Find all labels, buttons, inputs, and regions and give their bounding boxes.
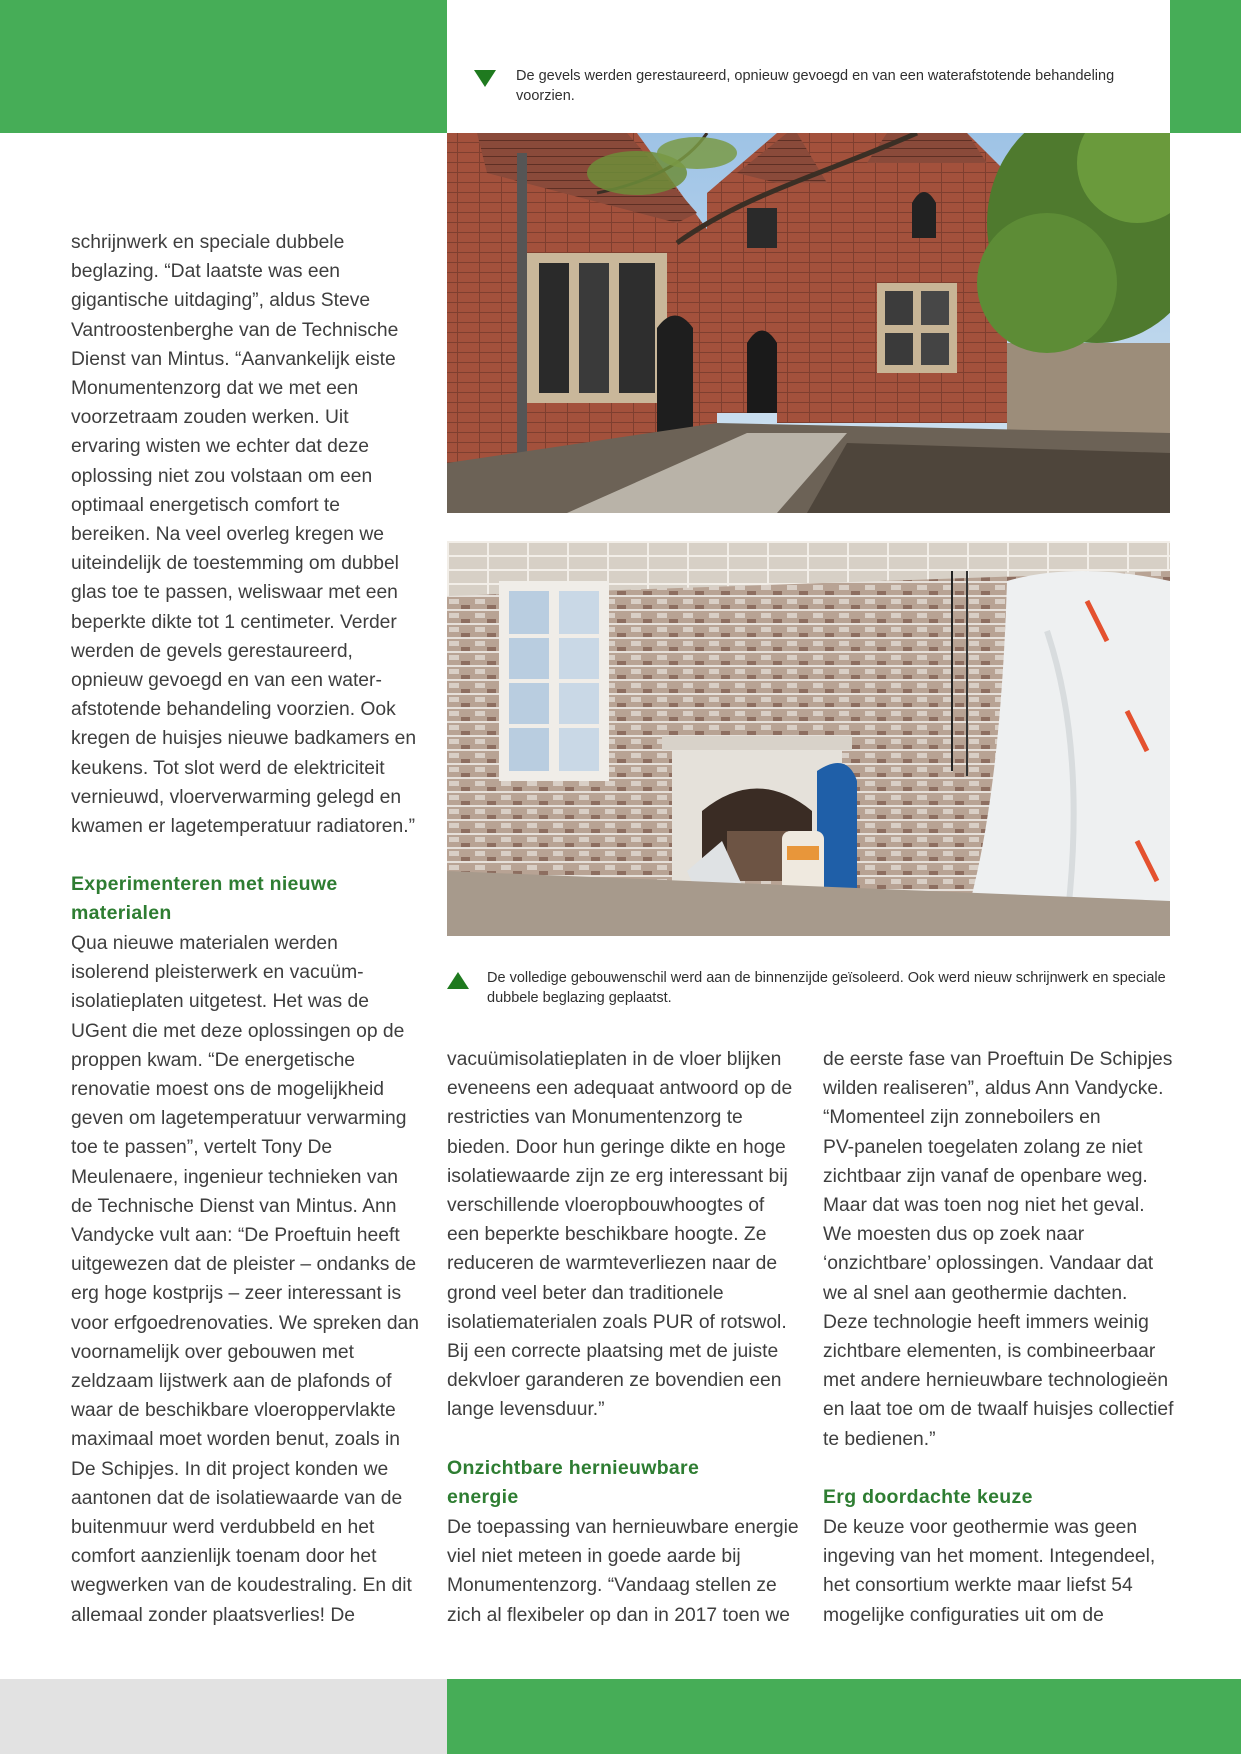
photo-interior-fireplace	[447, 541, 1170, 936]
caption-middle	[447, 968, 1167, 1012]
interior-illustration	[447, 541, 1170, 936]
middle-column-paragraph-1: vacuümisolatieplaten in de vloer blijken eveneens een adequaat antwoord op de restricties van Monumentenzorg te bieden. Door hun geringe dikte en hoge isolatiewaarde zijn ze erg interessant bij verschillende vloeropbouwhoogtes of een beperkte beschikbare hoogte. Ze reduceren de warmteverliezen naar de grond veel beter dan traditionele isolatiematerialen zoals PUR of rotswol. Bij een correcte plaatsing met de juiste dekvloer garanderen ze bovendien een lange levensduur.”	[447, 1049, 793, 1421]
left-column-paragraph-2: Qua nieuwe materialen werden isolerend pleisterwerk en vacuüm- isolatieplaten uitgetest. Het was de UGent die met deze oplossingen op de proppen kwam. “De energetische renovatie moest ons de mogelijkheid geven om lagetemperatuur verwarming toe te passen”, vertelt Tony De Meulenaere, ingenieur technieken van de Technische Dienst van Mintus. Ann Vandycke vult aan: “De Proeftuin heeft uitgewezen dat de pleister – ondanks de erg hoge kostprijs – zeer interessant is voor erfgoedrenovaties. We spreken dan voornamelijk over gebouwen met zeldzaam lijstwerk aan de plafonds of waar de beschikbare vloeroppervlakte maximaal moet worden benut, zoals in De Schipjes. In dit project konden we aantonen dat de isolatiewaarde van de buitenmuur werd verdubbeld en het comfort aanzienlijk toenam door het wegwerken van de koudestraling. En dit allemaal zonder plaatsverlies! De	[71, 933, 419, 1626]
right-column-paragraph-1: de eerste fase van Proeftuin De Schipjes wilden realiseren”, aldus Ann Vandycke. “Momenteel zijn zonneboilers en PV-panelen toegelaten zolang ze niet zichtbaar zijn vanaf de openbare weg. Maar dat was toen nog niet het geval. We moesten dus op zoek naar ‘onzichtbare’ oplossingen. Vandaar dat we al snel aan geothermie dachten. Deze technologie heeft immers weinig zichtbare elementen, is combineerbaar met andere hernieuwbare technologieën en laat toe om de twaalf huisjes collectief te bedienen.”	[823, 1049, 1174, 1450]
right-column-paragraph-2: De keuze voor geothermie was geen ingeving van het moment. Integendeel, het consortium werkte maar liefst 54 mogelijke configuraties uit om de	[823, 1517, 1156, 1626]
footer-green-band	[447, 1679, 1241, 1754]
caption-top	[474, 66, 1154, 110]
left-column-paragraph-1: schrijnwerk en speciale dubbele beglazing. “Dat laatste was een gigantische uitdaging”, aldus Steve Vantroostenberghe van de Technische Dienst van Mintus. “Aanvankelijk eiste Monumentenzorg dat we met een voorzetraam zouden werken. Uit ervaring wisten we echter dat deze oplossing niet zou volstaan om een optimaal energetisch comfort te bereiken. Na veel overleg kregen we uiteindelijk de toestemming om dubbel glas toe te passen, weliswaar met een beperkte dikte tot 1 centimeter. Verder werden de gevels gerestaureerd, opnieuw gevoegd en van een water- afstotende behandeling voorzien. Ook kregen de huisjes nieuwe badkamers en keukens. Tot slot werd de elektriciteit vernieuwd, vloerverwarming gelegd en kwamen er lagetemperatuur radiatoren.”	[71, 232, 417, 838]
middle-column-paragraph-2: De toepassing van hernieuwbare energie viel niet meteen in goede aarde bij Monumentenzorg. “Vandaag stellen ze zich al flexibeler op dan in 2017 toen we	[447, 1517, 799, 1626]
right-column-heading: Erg doordachte keuze	[823, 1486, 1033, 1508]
photo-courtyard-exterior	[447, 133, 1170, 513]
top-right-green-band	[1170, 0, 1241, 133]
left-column-heading: Experimenteren met nieuwe materialen	[71, 873, 338, 925]
courtyard-illustration	[447, 133, 1170, 513]
footer-grey-band	[0, 1679, 447, 1754]
triangle-up-icon	[447, 972, 469, 989]
caption-top-text: De gevels werden gerestaureerd, opnieuw gevoegd en van een waterafstotende behandeling voorzien.	[516, 68, 1115, 104]
top-left-green-band	[0, 0, 447, 133]
caption-middle-text: De volledige gebouwenschil werd aan de binnenzijde geïsoleerd. Ook werd nieuw schrijnwerk en speciale dubbele beglazing geplaatst.	[487, 970, 1166, 1006]
middle-column-heading: Onzichtbare hernieuwbare energie	[447, 1457, 700, 1509]
triangle-down-icon	[474, 70, 496, 87]
